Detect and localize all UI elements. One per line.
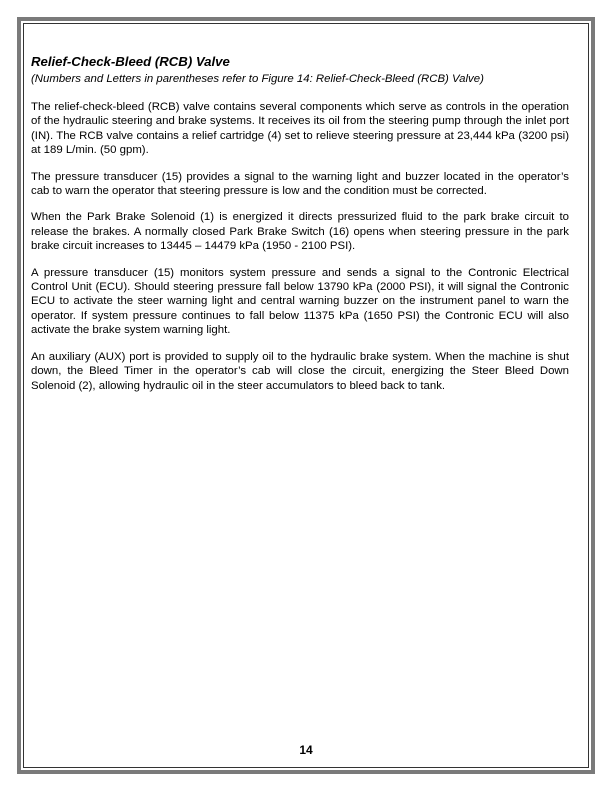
paragraph-auxiliary-port: An auxiliary (AUX) port is provided to supply oil to the hydraulic brake system. When the machine is shut down, the Bleed Timer in the operator’s cab will close the circuit, energizing the Steer Bleed Down Solenoid (2), allowing hydraulic oil in the steer accumulators to bleed back to tank. [31, 350, 569, 392]
section-subtitle: (Numbers and Letters in parentheses refer to Figure 14: Relief-Check-Bleed (RCB) Valve) [31, 73, 484, 85]
paragraph-rcb-overview: The relief-check-bleed (RCB) valve contains several components which serve as controls in the operation of the hydraulic steering and brake systems. It receives its oil from the steering pump through the inlet port (IN). The RCB valve contains a relief cartridge (4) set to relieve steering pressure at 23,444 kPa (3200 psi) at 189 L/min. (50 gpm). [31, 101, 569, 157]
paragraph-park-brake-solenoid: When the Park Brake Solenoid (1) is energized it directs pressurized fluid to the park brake circuit to release the brakes. A normally closed Park Brake Switch (16) opens when steering pressure in the park brake circuit increases to 13445 – 14479 kPa (1950 - 2100 PSI). [31, 211, 569, 253]
section-title: Relief-Check-Bleed (RCB) Valve [31, 54, 230, 69]
paragraph-contronic-ecu: A pressure transducer (15) monitors system pressure and sends a signal to the Contronic Electrical Control Unit (ECU). Should steering pressure fall below 13790 kPa (2000 PSI), it will signal the Contronic ECU to activate the steer warning light and central warning buzzer on the instrument panel to warn the operator. If system pressure continues to fall below 11375 kPa (1650 PSI) the Contronic ECU will also activate the brake system warning light. [31, 266, 569, 337]
document-body [31, 54, 569, 393]
paragraph-pressure-transducer-warning: The pressure transducer (15) provides a signal to the warning light and buzzer located in the operator’s cab to warn the operator that steering pressure is low and the condition must be corrected. [31, 170, 569, 198]
page-number: 14 [299, 743, 313, 757]
